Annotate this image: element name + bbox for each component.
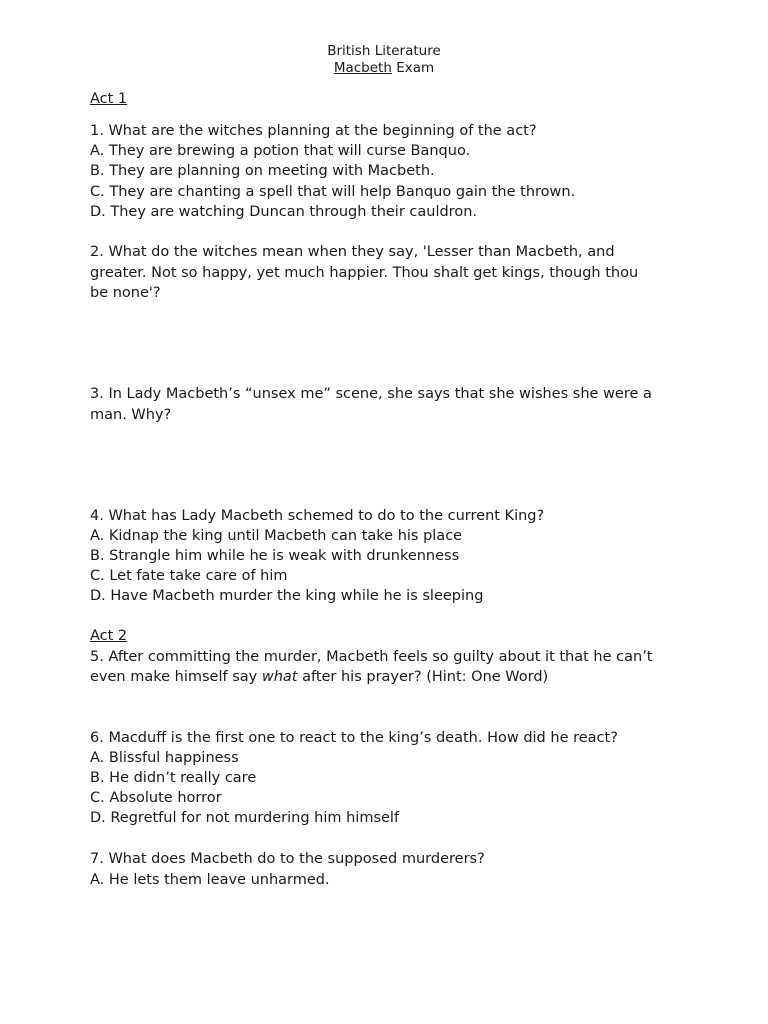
q4-option-d: D. Have Macbeth murder the king while he is sleeping: [90, 588, 484, 604]
q7-prompt: 7. What does Macbeth do to the supposed murderers?: [90, 851, 485, 867]
q2-prompt-line-2: greater. Not so happy, yet much happier. Thou shalt get kings, though thou: [90, 265, 639, 281]
q6-option-a: A. Blissful happiness: [90, 750, 239, 766]
q1-option-b: B. They are planning on meeting with Macbeth.: [90, 163, 435, 179]
q5-line-2-start: even make himself say: [90, 669, 262, 685]
exam-title-play-name: Macbeth: [333, 60, 392, 76]
course-title: British Literature: [327, 43, 441, 59]
q2-prompt-line-1: 2. What do the witches mean when they say, 'Lesser than Macbeth, and: [90, 244, 615, 260]
act-2-heading: Act 2: [90, 628, 128, 644]
q3-prompt-line-2: man. Why?: [90, 407, 172, 423]
q7-option-a: A. He lets them leave unharmed.: [90, 872, 330, 888]
q5-prompt-line-1: 5. After committing the murder, Macbeth feels so guilty about it that he can’t: [90, 649, 653, 665]
q1-option-a: A. They are brewing a potion that will curse Banquo.: [90, 143, 471, 159]
q6-option-c: C. Absolute horror: [90, 790, 222, 806]
q6-prompt: 6. Macduff is the first one to react to the king’s death. How did he react?: [90, 730, 618, 746]
q2-prompt-line-3: be none'?: [90, 285, 161, 301]
q1-option-c: C. They are chanting a spell that will help Banquo gain the thrown.: [90, 184, 576, 200]
q5-line-2-end: after his prayer? (Hint: One Word): [297, 669, 549, 685]
q5-prompt-line-2: [90, 667, 708, 687]
q1-option-d: D. They are watching Duncan through their cauldron.: [90, 204, 477, 220]
q1-prompt: 1. What are the witches planning at the beginning of the act?: [90, 123, 537, 139]
q5-emphasis-word: what: [261, 669, 298, 685]
exam-title-suffix: Exam: [391, 60, 435, 76]
q4-option-a: A. Kidnap the king until Macbeth can take his place: [90, 528, 463, 544]
q4-prompt: 4. What has Lady Macbeth schemed to do to the current King?: [90, 508, 545, 524]
q4-option-c: C. Let fate take care of him: [90, 568, 288, 584]
q4-option-b: B. Strangle him while he is weak with drunkenness: [90, 548, 460, 564]
q3-prompt-line-1: 3. In Lady Macbeth’s “unsex me” scene, she says that she wishes she were a: [90, 386, 652, 402]
act-1-heading: Act 1: [90, 91, 128, 107]
q6-option-d: D. Regretful for not murdering him himself: [90, 810, 400, 826]
q6-option-b: B. He didn’t really care: [90, 770, 257, 786]
exam-title: [0, 60, 768, 77]
